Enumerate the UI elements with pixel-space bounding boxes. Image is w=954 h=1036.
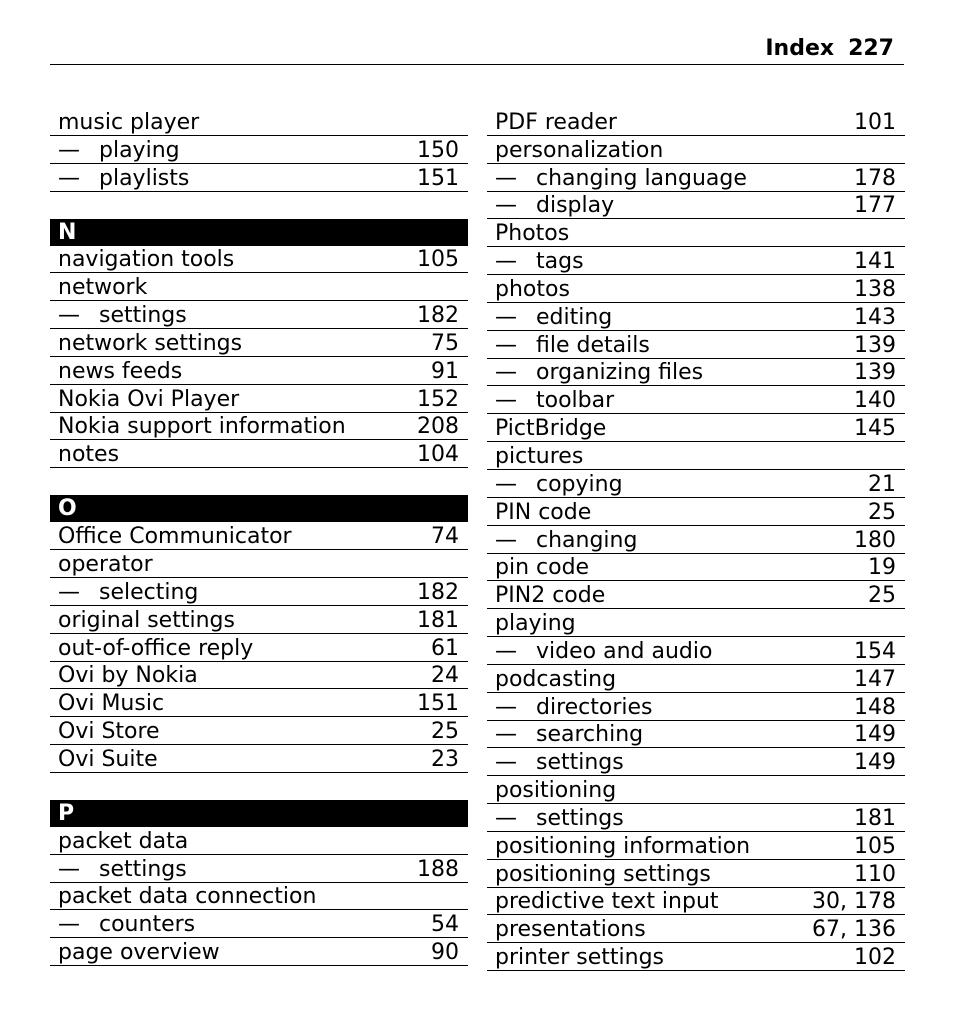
entry-text xyxy=(495,334,650,358)
entry-text xyxy=(58,139,180,163)
entry-page-ref[interactable]: 151 xyxy=(417,165,459,191)
index-subentry xyxy=(487,331,905,359)
entry-label: Ovi Music xyxy=(58,691,165,717)
entry-label: settings xyxy=(99,303,187,329)
index-entry xyxy=(487,776,905,804)
index-entry xyxy=(50,634,468,662)
section-letter-p: P xyxy=(50,800,468,827)
subentry-dash: — xyxy=(495,805,517,831)
section-spacer xyxy=(50,192,468,219)
entry-label: settings xyxy=(99,856,187,882)
index-entry xyxy=(487,915,905,943)
entry-page-ref[interactable]: 149 xyxy=(854,722,896,748)
entry-label: copying xyxy=(536,471,623,497)
entry-text xyxy=(495,194,614,218)
entry-label: Nokia support information xyxy=(58,414,346,440)
entry-label: playlists xyxy=(99,165,190,191)
running-header xyxy=(765,36,904,61)
entry-page-ref[interactable]: 91 xyxy=(431,358,459,384)
page-header xyxy=(50,34,904,65)
entry-label: PDF reader xyxy=(495,109,617,135)
entry-text xyxy=(58,748,158,772)
entry-page-ref[interactable]: 25 xyxy=(868,499,896,525)
entry-page-ref[interactable]: 188 xyxy=(417,856,459,882)
entry-text xyxy=(58,276,147,300)
index-subentry xyxy=(487,359,905,387)
index-entry xyxy=(50,357,468,385)
entry-text xyxy=(495,139,663,163)
index-subentry xyxy=(487,693,905,721)
entry-label: Ovi Suite xyxy=(58,746,158,772)
entry-text xyxy=(495,417,606,441)
entry-page-ref[interactable]: 25 xyxy=(431,719,459,745)
entry-label: printer settings xyxy=(495,945,664,971)
entry-text xyxy=(58,637,253,661)
index-subentry xyxy=(487,748,905,776)
entry-text xyxy=(58,525,292,549)
entry-page-ref[interactable]: 182 xyxy=(417,303,459,329)
entry-page-ref[interactable]: 105 xyxy=(854,833,896,859)
entry-label: positioning xyxy=(495,778,617,804)
index-subentry xyxy=(50,910,468,938)
index-entry xyxy=(50,689,468,717)
entry-page-ref[interactable]: 138 xyxy=(854,276,896,302)
entry-page-ref[interactable]: 152 xyxy=(417,386,459,412)
section-spacer xyxy=(50,773,468,800)
subentry-dash: — xyxy=(58,303,80,329)
entry-label: photos xyxy=(495,276,570,302)
entry-text xyxy=(58,858,187,882)
entry-page-ref[interactable]: 104 xyxy=(417,442,459,468)
entry-label: settings xyxy=(536,805,624,831)
index-subentry xyxy=(487,804,905,832)
entry-text xyxy=(58,830,188,854)
entry-page-ref[interactable]: 149 xyxy=(854,750,896,776)
entry-page-ref[interactable]: 177 xyxy=(854,193,896,219)
entry-label: Photos xyxy=(495,221,570,247)
index-entry xyxy=(487,832,905,860)
entry-label: searching xyxy=(536,722,644,748)
entry-label: podcasting xyxy=(495,666,617,692)
subentry-dash: — xyxy=(495,360,517,386)
entry-page-ref[interactable]: 67, 136 xyxy=(812,917,896,943)
entry-text xyxy=(495,835,750,859)
entry-label: playing xyxy=(99,137,180,163)
entry-text xyxy=(495,890,719,914)
index-entry xyxy=(50,717,468,745)
entry-label: PIN2 code xyxy=(495,583,606,609)
subentry-dash: — xyxy=(58,579,80,605)
subentry-dash: — xyxy=(495,388,517,414)
entry-page-ref[interactable]: 61 xyxy=(431,635,459,661)
entry-label: Ovi Store xyxy=(58,719,160,745)
entry-label: changing language xyxy=(536,165,747,191)
entry-text xyxy=(58,941,220,965)
entry-page-ref[interactable]: 19 xyxy=(868,555,896,581)
index-entry xyxy=(50,522,468,550)
index-entry xyxy=(50,246,468,274)
index-entry xyxy=(487,888,905,916)
entry-label: news feeds xyxy=(58,358,183,384)
entry-text xyxy=(495,473,623,497)
index-entry xyxy=(50,662,468,690)
entry-page-ref[interactable]: 178 xyxy=(854,165,896,191)
index-subentry xyxy=(50,855,468,883)
index-entry xyxy=(487,414,905,442)
entry-label: network xyxy=(58,275,148,301)
index-entry xyxy=(487,108,905,136)
index-subentry xyxy=(487,721,905,749)
entry-label: selecting xyxy=(99,579,199,605)
index-entry xyxy=(487,442,905,470)
entry-page-ref[interactable]: 54 xyxy=(431,912,459,938)
index-entry xyxy=(50,440,468,468)
section-letter-n: N xyxy=(50,219,468,246)
entry-label: presentations xyxy=(495,917,646,943)
entry-text xyxy=(58,885,316,909)
index-subentry xyxy=(487,247,905,275)
entry-page-ref[interactable]: 21 xyxy=(868,471,896,497)
index-subentry xyxy=(487,386,905,414)
entry-text xyxy=(495,640,712,664)
entry-label: tags xyxy=(536,249,584,275)
entry-page-ref[interactable]: 25 xyxy=(868,583,896,609)
subentry-dash: — xyxy=(495,249,517,275)
entry-page-ref[interactable]: 90 xyxy=(431,940,459,966)
entry-label: Nokia Ovi Player xyxy=(58,386,240,412)
index-subentry xyxy=(50,164,468,192)
entry-label: directories xyxy=(536,694,653,720)
entry-page-ref[interactable]: 105 xyxy=(417,247,459,273)
subentry-dash: — xyxy=(58,856,80,882)
entry-text xyxy=(58,913,195,937)
entry-label: music player xyxy=(58,109,200,135)
entry-label: operator xyxy=(58,551,153,577)
index-entry xyxy=(487,609,905,637)
entry-label: original settings xyxy=(58,607,235,633)
entry-text xyxy=(58,167,189,191)
entry-label: settings xyxy=(536,750,624,776)
index-subentry xyxy=(487,192,905,220)
entry-page-ref[interactable]: 30, 178 xyxy=(812,889,896,915)
index-entry xyxy=(487,498,905,526)
entry-text xyxy=(495,807,624,831)
subentry-dash: — xyxy=(495,332,517,358)
index-subentry xyxy=(487,164,905,192)
entry-text xyxy=(495,389,614,413)
entry-page-ref[interactable]: 151 xyxy=(417,691,459,717)
index-column-left xyxy=(50,108,468,966)
subentry-dash: — xyxy=(495,193,517,219)
entry-page-ref[interactable]: 180 xyxy=(854,527,896,553)
entry-label: predictive text input xyxy=(495,889,719,915)
entry-page-ref[interactable]: 182 xyxy=(417,579,459,605)
entry-label: navigation tools xyxy=(58,247,235,273)
index-entry xyxy=(50,273,468,301)
entry-page-ref[interactable]: 143 xyxy=(854,304,896,330)
entry-label: file details xyxy=(536,332,650,358)
entry-label: PIN code xyxy=(495,499,592,525)
entry-text xyxy=(495,222,569,246)
entry-label: pictures xyxy=(495,443,584,469)
subentry-dash: — xyxy=(58,165,80,191)
index-entry xyxy=(50,550,468,578)
index-subentry xyxy=(487,303,905,331)
entry-text xyxy=(58,720,160,744)
entry-text xyxy=(495,668,616,692)
entry-page-ref[interactable]: 24 xyxy=(431,663,459,689)
entry-page-ref[interactable]: 181 xyxy=(417,607,459,633)
index-entry xyxy=(487,275,905,303)
entry-label: page overview xyxy=(58,940,220,966)
entry-label: pin code xyxy=(495,555,590,581)
entry-label: toolbar xyxy=(536,388,615,414)
entry-text xyxy=(495,723,643,747)
subentry-dash: — xyxy=(495,750,517,776)
entry-page-ref[interactable]: 140 xyxy=(854,388,896,414)
index-entry xyxy=(50,413,468,441)
entry-label: out-of-office reply xyxy=(58,635,254,661)
index-column-right xyxy=(487,108,905,971)
entry-label: positioning information xyxy=(495,833,751,859)
entry-text xyxy=(58,692,164,716)
section-letter-o: O xyxy=(50,495,468,522)
index-entry xyxy=(50,827,468,855)
entry-text xyxy=(58,111,199,135)
index-entry xyxy=(50,745,468,773)
index-subentry xyxy=(487,470,905,498)
entry-label: playing xyxy=(495,611,576,637)
entry-page-ref[interactable]: 74 xyxy=(431,524,459,550)
index-entry xyxy=(50,329,468,357)
entry-page-ref[interactable]: 141 xyxy=(854,249,896,275)
entry-page-ref[interactable]: 181 xyxy=(854,805,896,831)
entry-text xyxy=(495,863,711,887)
entry-page-ref[interactable]: 147 xyxy=(854,666,896,692)
entry-text xyxy=(58,664,198,688)
entry-page-ref[interactable]: 102 xyxy=(854,945,896,971)
index-entry xyxy=(487,860,905,888)
entry-text xyxy=(495,779,616,803)
entry-text xyxy=(495,696,653,720)
index-subentry xyxy=(50,301,468,329)
entry-text xyxy=(495,111,617,135)
entry-text xyxy=(58,332,242,356)
entry-page-ref[interactable]: 110 xyxy=(854,861,896,887)
entry-text xyxy=(495,556,589,580)
entry-text xyxy=(495,946,664,970)
entry-label: changing xyxy=(536,527,638,553)
subentry-dash: — xyxy=(495,694,517,720)
entry-page-ref[interactable]: 75 xyxy=(431,330,459,356)
entry-label: counters xyxy=(99,912,196,938)
index-entry xyxy=(487,943,905,971)
subentry-dash: — xyxy=(495,471,517,497)
entry-text xyxy=(58,304,187,328)
entry-text xyxy=(58,443,119,467)
index-entry xyxy=(487,581,905,609)
entry-text xyxy=(495,278,570,302)
entry-text xyxy=(495,250,584,274)
entry-text xyxy=(58,388,239,412)
entry-text xyxy=(58,609,235,633)
entry-label: organizing files xyxy=(536,360,704,386)
entry-page-ref[interactable]: 139 xyxy=(854,332,896,358)
entry-label: display xyxy=(536,193,615,219)
entry-text xyxy=(58,415,346,439)
index-entry xyxy=(50,385,468,413)
entry-text xyxy=(495,584,605,608)
entry-page-ref[interactable]: 23 xyxy=(431,746,459,772)
subentry-dash: — xyxy=(495,304,517,330)
index-subentry xyxy=(50,136,468,164)
entry-text xyxy=(495,361,703,385)
entry-page-ref[interactable]: 150 xyxy=(417,137,459,163)
subentry-dash: — xyxy=(495,165,517,191)
entry-text xyxy=(58,248,234,272)
entry-page-ref[interactable]: 139 xyxy=(854,360,896,386)
entry-page-ref[interactable]: 208 xyxy=(417,414,459,440)
entry-label: notes xyxy=(58,442,120,468)
subentry-dash: — xyxy=(495,527,517,553)
entry-label: network settings xyxy=(58,330,243,356)
index-entry xyxy=(50,938,468,966)
entry-label: Ovi by Nokia xyxy=(58,663,198,689)
subentry-dash: — xyxy=(495,722,517,748)
entry-label: Office Communicator xyxy=(58,524,292,550)
entry-text xyxy=(495,751,624,775)
index-entry xyxy=(487,136,905,164)
entry-text xyxy=(58,581,198,605)
entry-text xyxy=(495,529,637,553)
entry-page-ref[interactable]: 148 xyxy=(854,694,896,720)
entry-text xyxy=(495,167,747,191)
subentry-dash: — xyxy=(495,638,517,664)
index-subentry xyxy=(487,526,905,554)
entry-text xyxy=(495,501,591,525)
entry-text xyxy=(495,445,583,469)
index-subentry xyxy=(487,637,905,665)
section-spacer xyxy=(50,468,468,495)
index-subentry xyxy=(50,578,468,606)
entry-text xyxy=(495,306,612,330)
index-entry xyxy=(50,883,468,911)
entry-text xyxy=(58,360,182,384)
index-entry xyxy=(487,554,905,582)
index-entry xyxy=(487,665,905,693)
page-number: 227 xyxy=(848,36,894,61)
entry-label: video and audio xyxy=(536,638,713,664)
entry-text xyxy=(58,553,153,577)
entry-page-ref[interactable]: 154 xyxy=(854,638,896,664)
entry-label: editing xyxy=(536,304,613,330)
entry-page-ref[interactable]: 145 xyxy=(854,416,896,442)
index-entry xyxy=(487,219,905,247)
entry-text xyxy=(495,612,576,636)
entry-text xyxy=(495,918,646,942)
entry-label: packet data connection xyxy=(58,884,317,910)
index-entry xyxy=(50,108,468,136)
subentry-dash: — xyxy=(58,912,80,938)
entry-label: PictBridge xyxy=(495,416,607,442)
entry-page-ref[interactable]: 101 xyxy=(854,109,896,135)
index-entry xyxy=(50,606,468,634)
entry-label: positioning settings xyxy=(495,861,711,887)
subentry-dash: — xyxy=(58,137,80,163)
entry-label: personalization xyxy=(495,137,664,163)
section-title: Index xyxy=(765,36,835,61)
entry-label: packet data xyxy=(58,828,189,854)
